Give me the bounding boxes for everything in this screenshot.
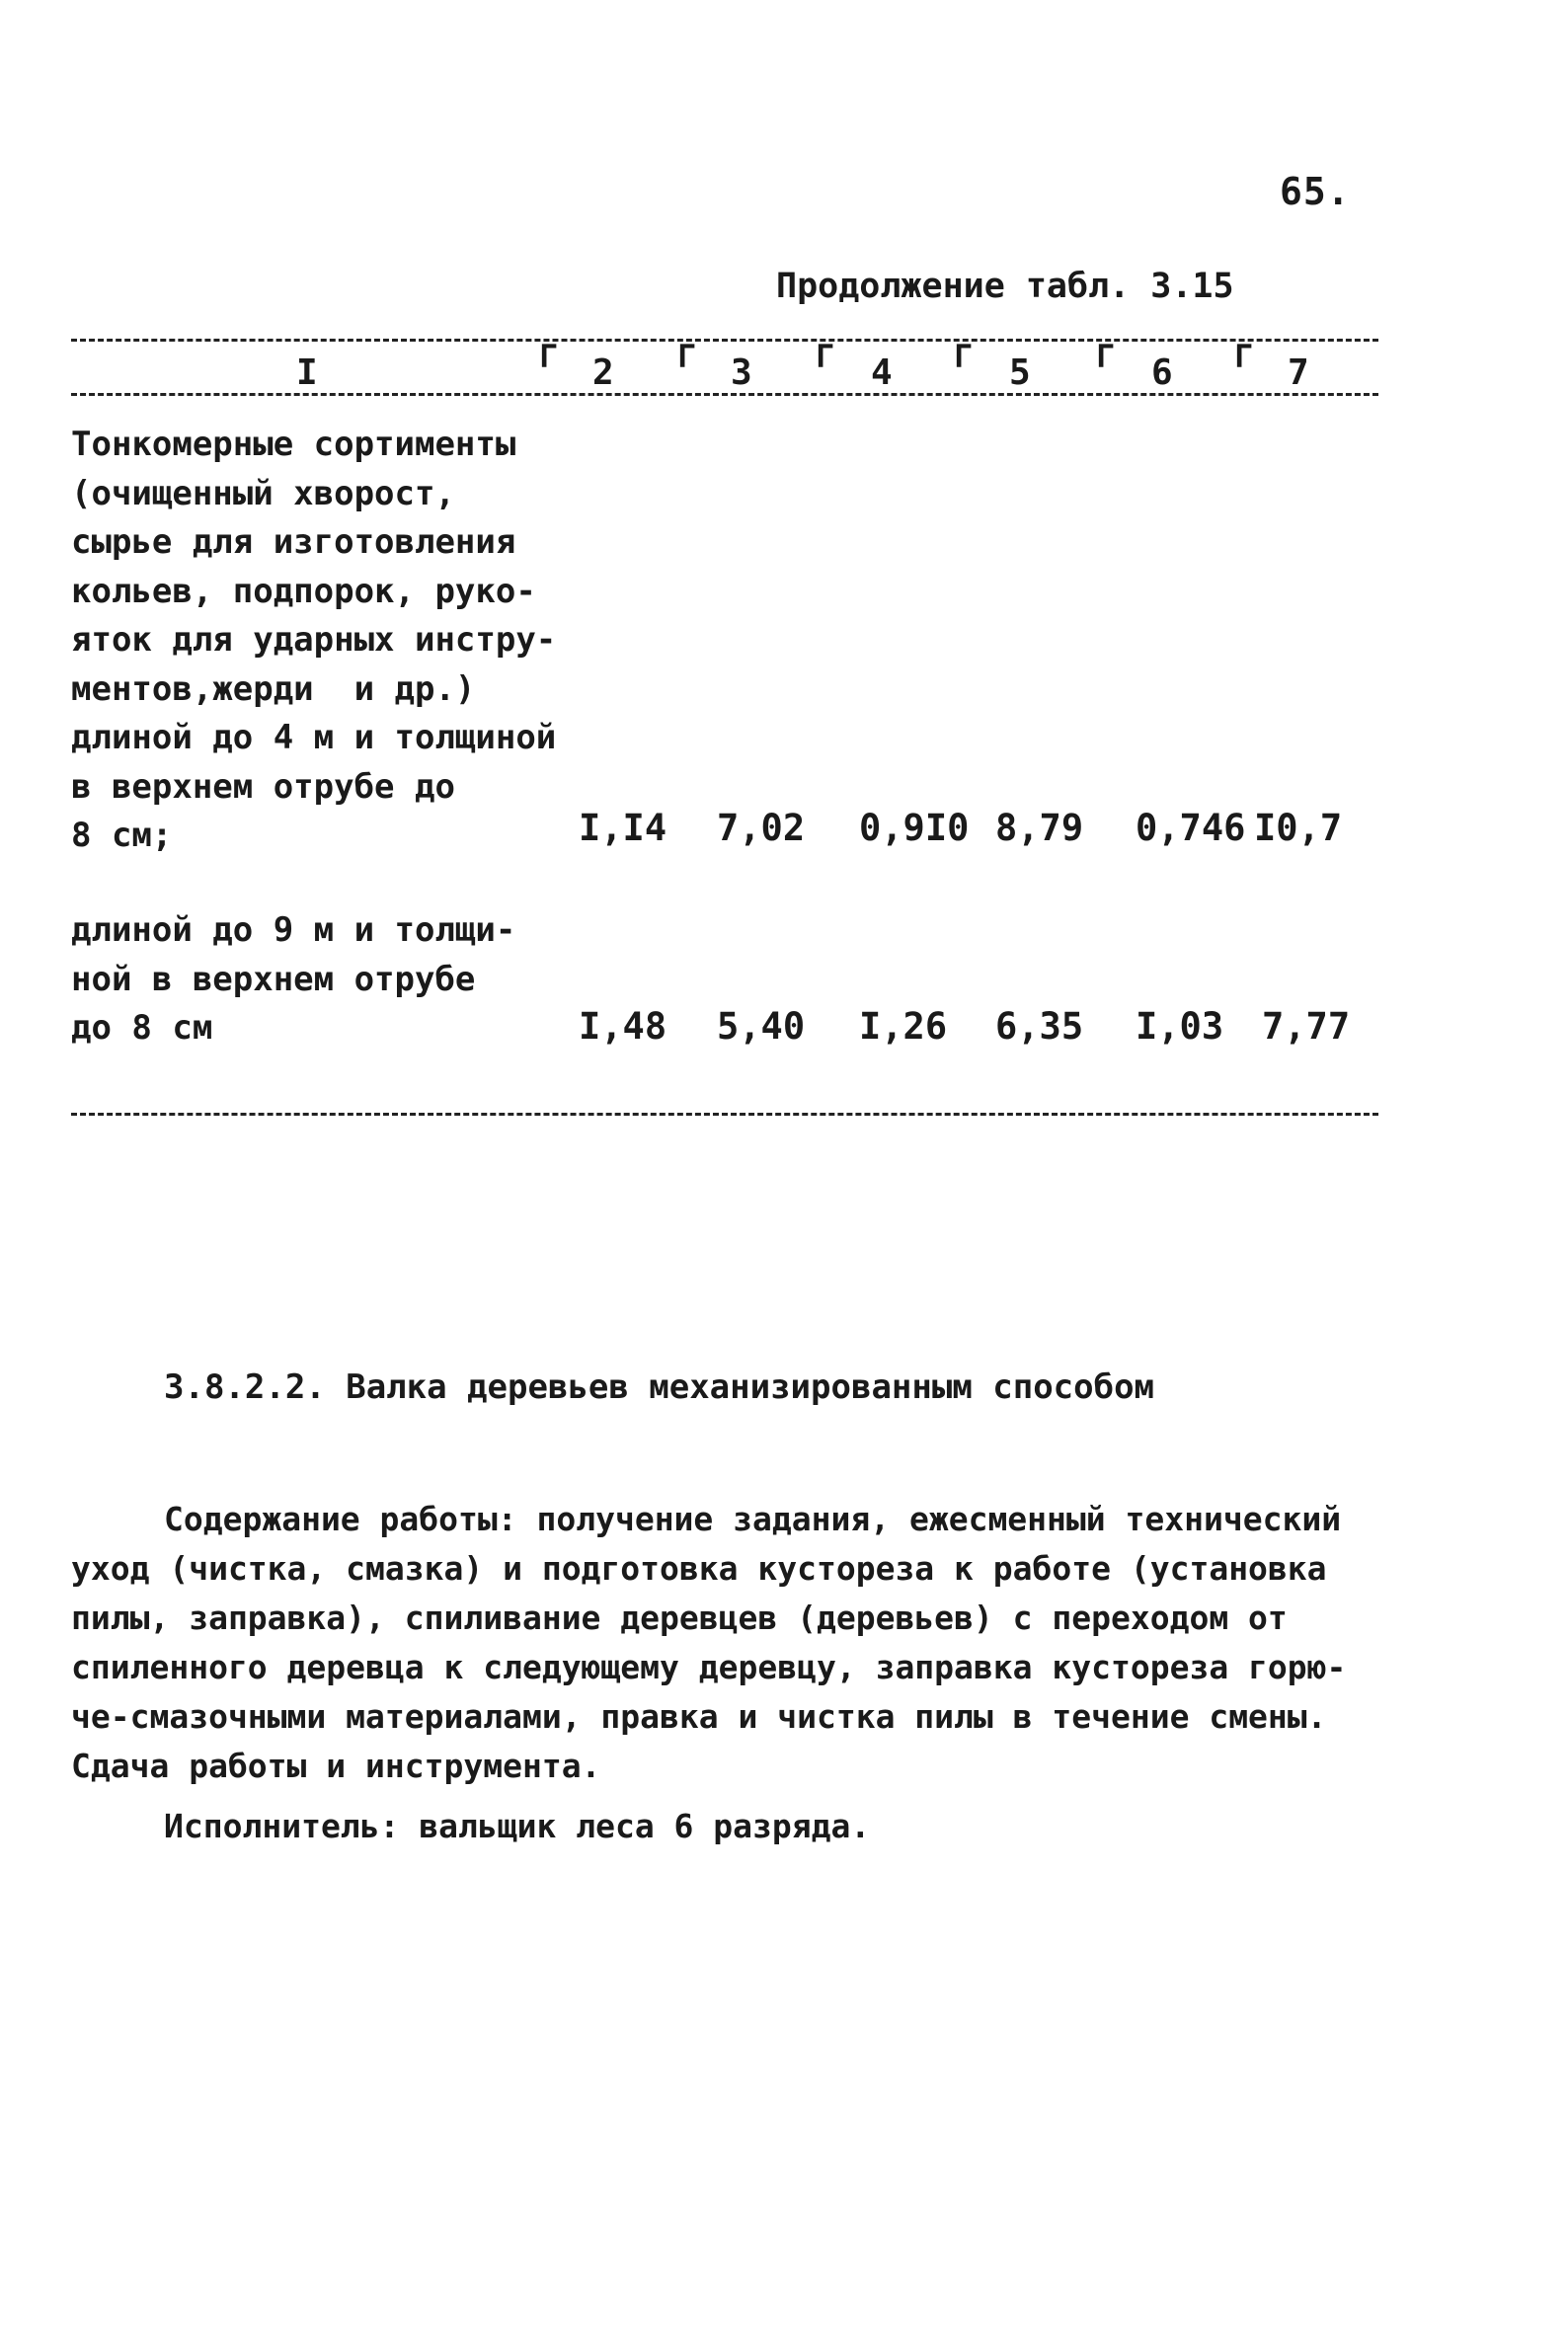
paragraph-line: уход (чистка, смазка) и подготовка кустореза к работе (установка [71,1549,1327,1588]
column-separator: Г [1096,338,1116,375]
table-row-2-description [71,906,515,1053]
table-row-1-col-4: 0,9I0 [859,807,970,849]
description-line: длиной до 4 м и толщиной [71,718,557,757]
work-content-paragraph [71,1495,1374,1791]
description-line: яток для ударных инстру- [71,620,557,660]
column-separator: Г [1234,338,1254,375]
column-header-1: I [296,352,318,393]
description-line: Тонкомерные сортименты [71,425,516,464]
description-line: длиной до 9 м и толщи- [71,910,516,950]
paragraph-line: Сдача работы и инструмента. [71,1747,601,1785]
table-row-1-col-2: I,I4 [579,807,667,849]
page-number: 65. [1280,170,1351,213]
column-header-3: 3 [731,352,752,393]
table-row-2-col-6: I,03 [1136,1005,1224,1048]
description-line: ной в верхнем отрубе [71,959,476,999]
table-row-2-col-4: I,26 [859,1005,948,1048]
column-header-2: 2 [592,352,614,393]
column-header-4: 4 [871,352,893,393]
table-row-2-col-7: 7,77 [1262,1005,1351,1048]
description-line: кольев, подпорок, руко- [71,571,536,611]
table-row-1-description [71,421,556,861]
paragraph-line: че-смазочными материалами, правка и чистка пилы в течение смены. [71,1697,1327,1736]
table-top-rule [71,339,1378,342]
column-header-5: 5 [1009,352,1031,393]
table-row-1-col-7: I0,7 [1254,807,1343,849]
table-caption: Продолжение табл. 3.15 [776,267,1234,306]
column-header-7: 7 [1288,352,1309,393]
table-row-2-col-3: 5,40 [717,1005,806,1048]
table-row-2-col-5: 6,35 [995,1005,1084,1048]
description-line: до 8 см [71,1008,213,1048]
description-line: (очищенный хворост, [71,473,455,513]
column-header-6: 6 [1151,352,1173,393]
paragraph-line: спиленного деревца к следующему деревцу, заправка кустореза горю- [71,1648,1347,1686]
paragraph-line: Содержание работы: получение задания, ежесменный технический [164,1500,1342,1538]
table-header-rule [71,393,1378,396]
description-line: сырье для изготовления [71,522,516,562]
paragraph-line: пилы, заправка), спиливание деревцев (деревьев) с переходом от [71,1599,1288,1637]
description-line: в верхнем отрубе до [71,766,455,807]
column-separator: Г [954,338,974,375]
table-row-1-col-6: 0,746 [1136,807,1246,849]
table-row-1-col-5: 8,79 [995,807,1084,849]
column-separator: Г [816,338,835,375]
column-separator: Г [539,338,559,375]
description-line: 8 см; [71,816,173,855]
column-separator: Г [677,338,697,375]
table-bottom-rule [71,1113,1378,1116]
executor-line: Исполнитель: вальщик леса 6 разряда. [164,1807,871,1845]
description-line: ментов,жерди и др.) [71,668,476,709]
section-title: 3.8.2.2. Валка деревьев механизированным способом [164,1367,1155,1407]
table-row-1-col-3: 7,02 [717,807,806,849]
table-row-2-col-2: I,48 [579,1005,667,1048]
